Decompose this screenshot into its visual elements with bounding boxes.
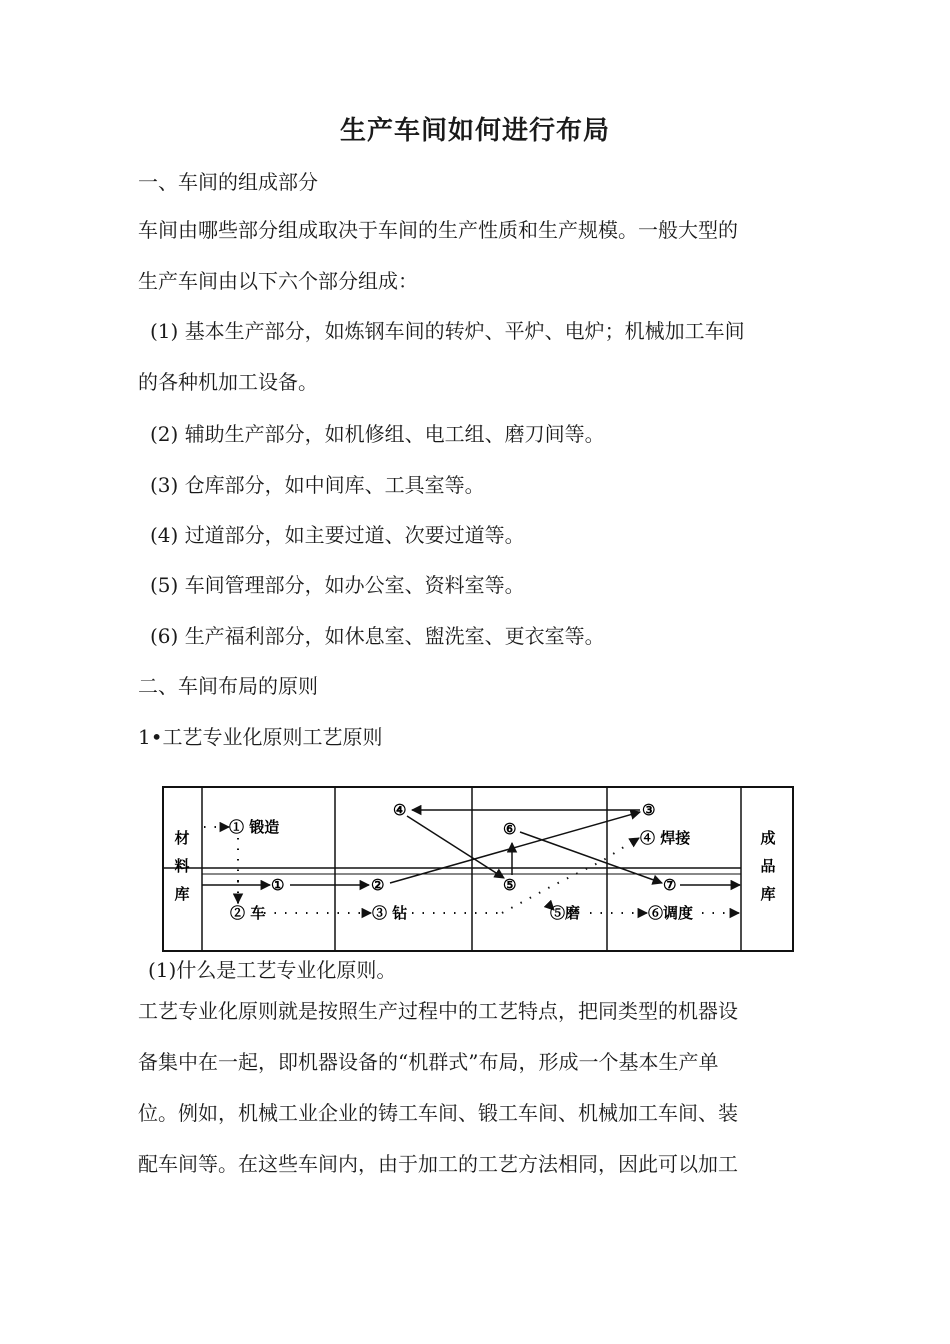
figure-caption: (1)什么是工艺专业化原则。: [148, 958, 397, 982]
list-item-5: (5) 车间管理部分，如办公室、资料室等。: [150, 573, 525, 597]
body-paragraph: [138, 986, 818, 1190]
label-station-1: ①: [271, 876, 285, 894]
label-station-2: ②: [371, 876, 385, 894]
material-store-char: 材: [174, 829, 190, 847]
material-store-char: 库: [174, 885, 190, 903]
section-heading-1: 一、车间的组成部分: [138, 170, 318, 194]
label-station-3: ③: [642, 801, 656, 819]
intro-line: 车间由哪些部分组成取决于车间的生产性质和生产规模。一般大型的: [138, 218, 738, 242]
list-item-1-line: 的各种机加工设备。: [138, 370, 318, 394]
list-item-1-line: (1) 基本生产部分，如炼钢车间的转炉、平炉、电炉；机械加工车间: [150, 319, 745, 343]
section-heading-2: 二、车间布局的原则: [138, 674, 318, 698]
intro-line: 生产车间由以下六个部分组成：: [138, 269, 418, 293]
label-station-4: ④: [393, 801, 407, 819]
product-store-char: 库: [760, 885, 776, 903]
body-line: 备集中在一起，即机器设备的“机群式”布局，形成一个基本生产单: [138, 1050, 719, 1074]
list-item-3: (3) 仓库部分，如中间库、工具室等。: [150, 473, 485, 497]
product-store-char: 品: [760, 857, 776, 875]
label-station-6: ⑥: [503, 820, 517, 838]
label-station-5: ⑤: [503, 876, 517, 894]
material-store-char: 料: [174, 857, 190, 875]
label-lathe: ② 车: [230, 904, 266, 922]
process-layout-diagram: [162, 786, 794, 952]
label-drill: ③ 钻: [372, 904, 408, 922]
list-item-2: (2) 辅助生产部分，如机修组、电工组、磨刀间等。: [150, 422, 605, 446]
page-title: 生产车间如何进行布局: [339, 116, 610, 146]
list-item-1: [138, 306, 830, 408]
body-line: 位。例如，机械工业企业的铸工车间、锻工车间、机械加工车间、装: [138, 1101, 738, 1125]
label-weld: ④ 焊接: [640, 829, 691, 847]
list-item-6: (6) 生产福利部分，如休息室、盥洗室、更衣室等。: [150, 624, 605, 648]
label-adjust: ⑥调度: [648, 904, 694, 922]
body-line: 工艺专业化原则就是按照生产过程中的工艺特点，把同类型的机器设: [138, 999, 738, 1023]
label-forge: ① 锻造: [229, 818, 280, 836]
diagram-frame: [163, 787, 793, 951]
product-store-char: 成: [760, 829, 776, 847]
label-station-7: ⑦: [663, 876, 677, 894]
body-line: 配车间等。在这些车间内，由于加工的工艺方法相同，因此可以加工: [138, 1152, 738, 1176]
intro-paragraph: [138, 205, 818, 307]
label-grind: ⑤磨: [550, 904, 581, 922]
subsection-heading: 1•工艺专业化原则工艺原则: [138, 725, 383, 749]
list-item-4: (4) 过道部分，如主要过道、次要过道等。: [150, 523, 525, 547]
